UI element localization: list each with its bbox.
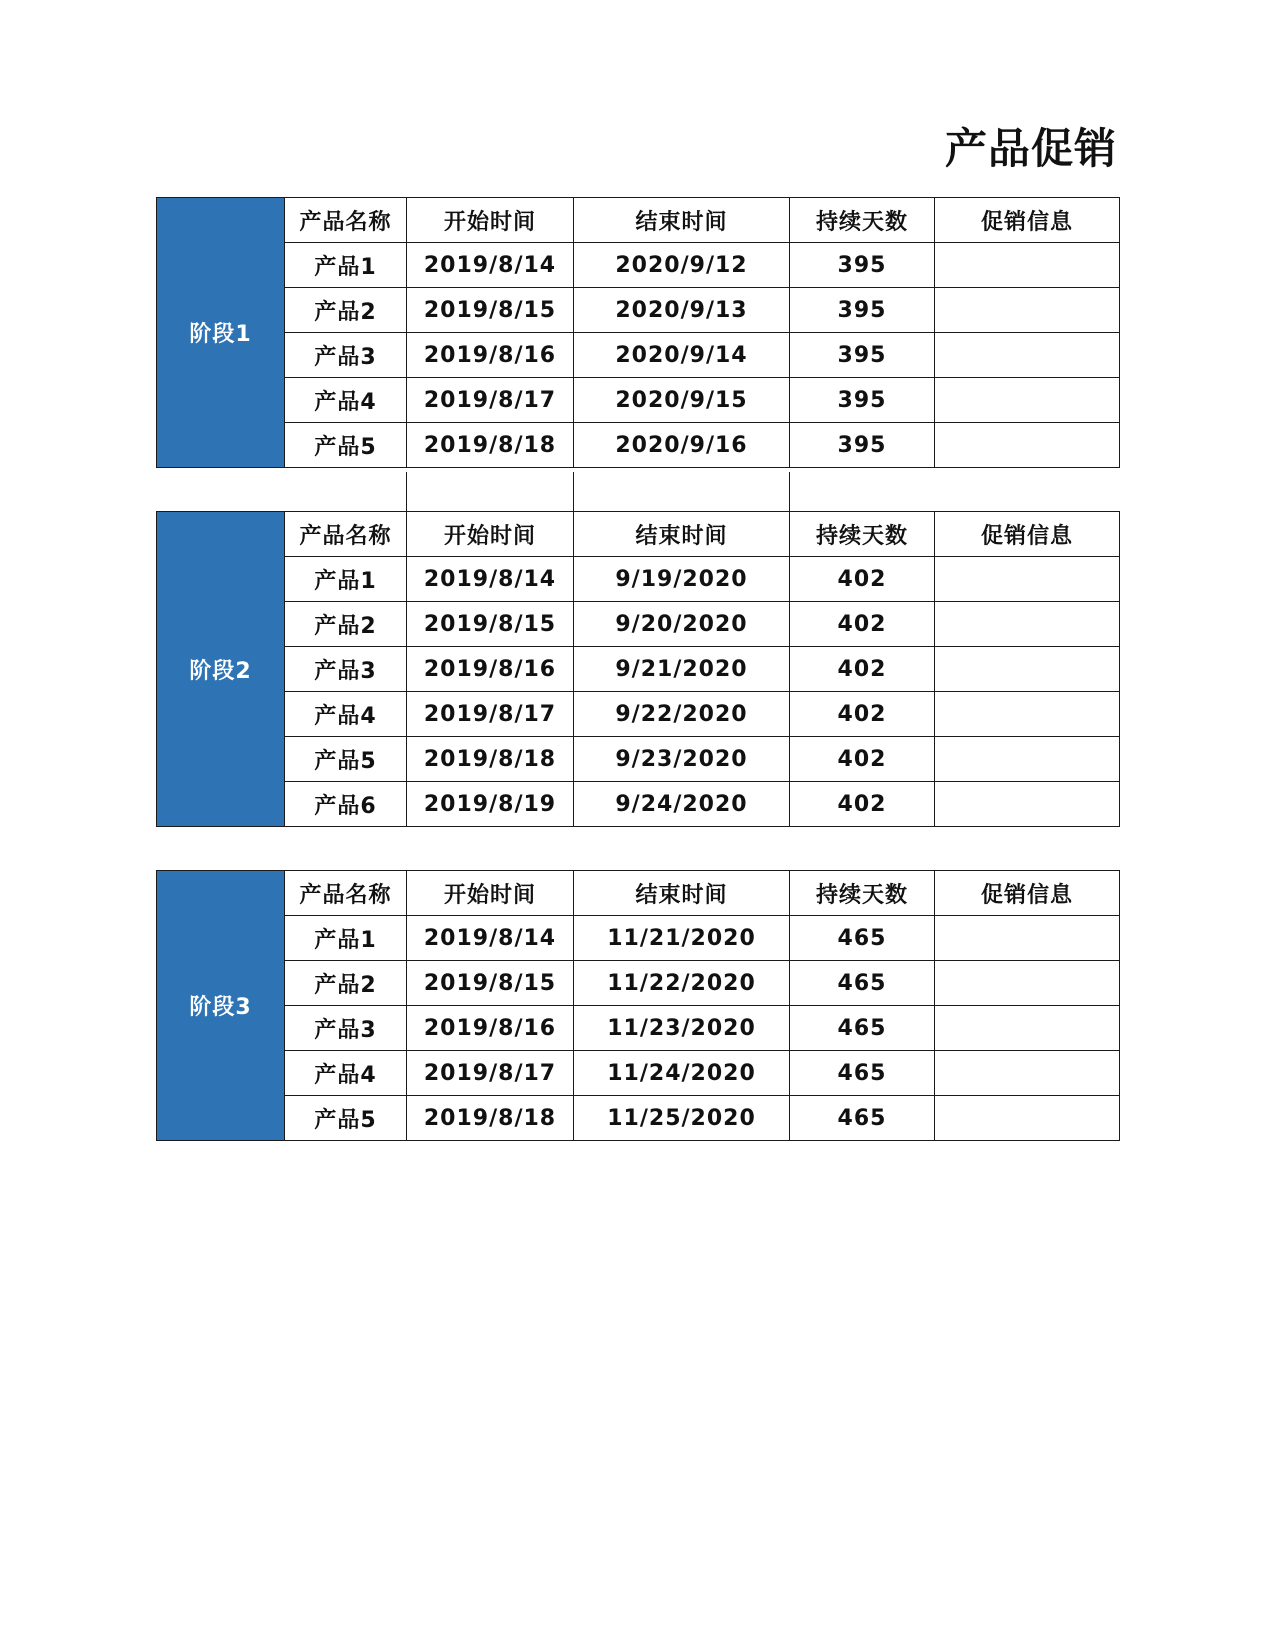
cell-start-time: 2019/8/19 (407, 782, 574, 827)
cell-duration-days: 402 (790, 737, 935, 782)
cell-promo-info (935, 782, 1120, 827)
cell-duration-days: 395 (790, 423, 935, 468)
cell-duration-days: 395 (790, 378, 935, 423)
cell-end-time: 9/21/2020 (574, 647, 790, 692)
cell-product-name: 产品2 (285, 961, 407, 1006)
cell-product-name: 产品1 (285, 243, 407, 288)
cell-start-time: 2019/8/14 (407, 557, 574, 602)
cell-promo-info (935, 1006, 1120, 1051)
cell-end-time: 9/24/2020 (574, 782, 790, 827)
cell-end-time: 2020/9/13 (574, 288, 790, 333)
cell-product-name: 产品5 (285, 423, 407, 468)
cell-product-name: 产品1 (285, 557, 407, 602)
cell-duration-days: 465 (790, 961, 935, 1006)
cell-duration-days: 465 (790, 1096, 935, 1141)
cell-end-time: 2020/9/12 (574, 243, 790, 288)
cell-promo-info (935, 333, 1120, 378)
header-promo-info: 促销信息 (935, 871, 1120, 916)
header-duration-days: 持续天数 (790, 512, 935, 557)
stage-table-1 (156, 197, 1120, 468)
cell-promo-info (935, 647, 1120, 692)
table-row (157, 1051, 1120, 1096)
cell-duration-days: 465 (790, 1006, 935, 1051)
cell-start-time: 2019/8/14 (407, 243, 574, 288)
header-promo-info: 促销信息 (935, 512, 1120, 557)
cell-end-time: 11/23/2020 (574, 1006, 790, 1051)
cell-end-time: 11/22/2020 (574, 961, 790, 1006)
cell-start-time: 2019/8/18 (407, 737, 574, 782)
cell-start-time: 2019/8/15 (407, 288, 574, 333)
header-duration-days: 持续天数 (790, 198, 935, 243)
cell-end-time: 2020/9/15 (574, 378, 790, 423)
cell-product-name: 产品6 (285, 782, 407, 827)
cell-duration-days: 402 (790, 602, 935, 647)
cell-product-name: 产品2 (285, 288, 407, 333)
table-row (157, 423, 1120, 468)
stage-label: 阶段2 (157, 512, 285, 827)
table-header-row (157, 512, 1120, 557)
table-row (157, 1096, 1120, 1141)
cell-duration-days: 402 (790, 557, 935, 602)
cell-start-time: 2019/8/17 (407, 378, 574, 423)
cell-end-time: 9/20/2020 (574, 602, 790, 647)
cell-end-time: 11/25/2020 (574, 1096, 790, 1141)
header-product-name: 产品名称 (285, 198, 407, 243)
cell-start-time: 2019/8/15 (407, 961, 574, 1006)
header-promo-info: 促销信息 (935, 198, 1120, 243)
stage-table-2 (156, 511, 1120, 827)
cell-promo-info (935, 378, 1120, 423)
cell-promo-info (935, 1051, 1120, 1096)
cell-promo-info (935, 916, 1120, 961)
header-start-time: 开始时间 (407, 871, 574, 916)
cell-start-time: 2019/8/17 (407, 1051, 574, 1096)
cell-product-name: 产品4 (285, 692, 407, 737)
cell-start-time: 2019/8/14 (407, 916, 574, 961)
table-header-row (157, 871, 1120, 916)
table-row (157, 333, 1120, 378)
cell-duration-days: 402 (790, 647, 935, 692)
cell-duration-days: 395 (790, 243, 935, 288)
cell-start-time: 2019/8/17 (407, 692, 574, 737)
cell-product-name: 产品4 (285, 1051, 407, 1096)
cell-start-time: 2019/8/16 (407, 333, 574, 378)
header-end-time: 结束时间 (574, 198, 790, 243)
header-duration-days: 持续天数 (790, 871, 935, 916)
cell-duration-days: 402 (790, 692, 935, 737)
cell-promo-info (935, 737, 1120, 782)
header-product-name: 产品名称 (285, 871, 407, 916)
table-row (157, 288, 1120, 333)
cell-product-name: 产品5 (285, 1096, 407, 1141)
cell-end-time: 2020/9/16 (574, 423, 790, 468)
cell-product-name: 产品2 (285, 602, 407, 647)
table-row (157, 737, 1120, 782)
cell-duration-days: 395 (790, 333, 935, 378)
cell-end-time: 9/23/2020 (574, 737, 790, 782)
header-end-time: 结束时间 (574, 871, 790, 916)
cell-duration-days: 465 (790, 916, 935, 961)
table-row (157, 378, 1120, 423)
cell-start-time: 2019/8/16 (407, 647, 574, 692)
cell-promo-info (935, 288, 1120, 333)
cell-start-time: 2019/8/16 (407, 1006, 574, 1051)
cell-promo-info (935, 243, 1120, 288)
cell-product-name: 产品3 (285, 1006, 407, 1051)
table-header-row (157, 198, 1120, 243)
page-title: 产品促销 (944, 124, 1117, 173)
cell-start-time: 2019/8/18 (407, 1096, 574, 1141)
table-row (157, 1006, 1120, 1051)
cell-product-name: 产品5 (285, 737, 407, 782)
table-row (157, 602, 1120, 647)
cell-duration-days: 465 (790, 1051, 935, 1096)
header-start-time: 开始时间 (407, 512, 574, 557)
stage-label: 阶段3 (157, 871, 285, 1141)
header-start-time: 开始时间 (407, 198, 574, 243)
cell-product-name: 产品4 (285, 378, 407, 423)
cell-product-name: 产品3 (285, 647, 407, 692)
cell-end-time: 11/24/2020 (574, 1051, 790, 1096)
cell-promo-info (935, 961, 1120, 1006)
cell-promo-info (935, 602, 1120, 647)
cell-start-time: 2019/8/18 (407, 423, 574, 468)
cell-duration-days: 395 (790, 288, 935, 333)
cell-promo-info (935, 692, 1120, 737)
header-end-time: 结束时间 (574, 512, 790, 557)
cell-promo-info (935, 557, 1120, 602)
cell-product-name: 产品3 (285, 333, 407, 378)
table-row (157, 916, 1120, 961)
cell-promo-info (935, 423, 1120, 468)
table-row (157, 692, 1120, 737)
table-row (157, 782, 1120, 827)
cell-end-time: 2020/9/14 (574, 333, 790, 378)
cell-duration-days: 402 (790, 782, 935, 827)
cell-promo-info (935, 1096, 1120, 1141)
cell-start-time: 2019/8/15 (407, 602, 574, 647)
stage-label: 阶段1 (157, 198, 285, 468)
cell-product-name: 产品1 (285, 916, 407, 961)
table-row (157, 647, 1120, 692)
cell-end-time: 9/22/2020 (574, 692, 790, 737)
table-row (157, 961, 1120, 1006)
cell-end-time: 11/21/2020 (574, 916, 790, 961)
cell-end-time: 9/19/2020 (574, 557, 790, 602)
stage-table-3 (156, 870, 1120, 1141)
table-row (157, 557, 1120, 602)
header-product-name: 产品名称 (285, 512, 407, 557)
table-row (157, 243, 1120, 288)
